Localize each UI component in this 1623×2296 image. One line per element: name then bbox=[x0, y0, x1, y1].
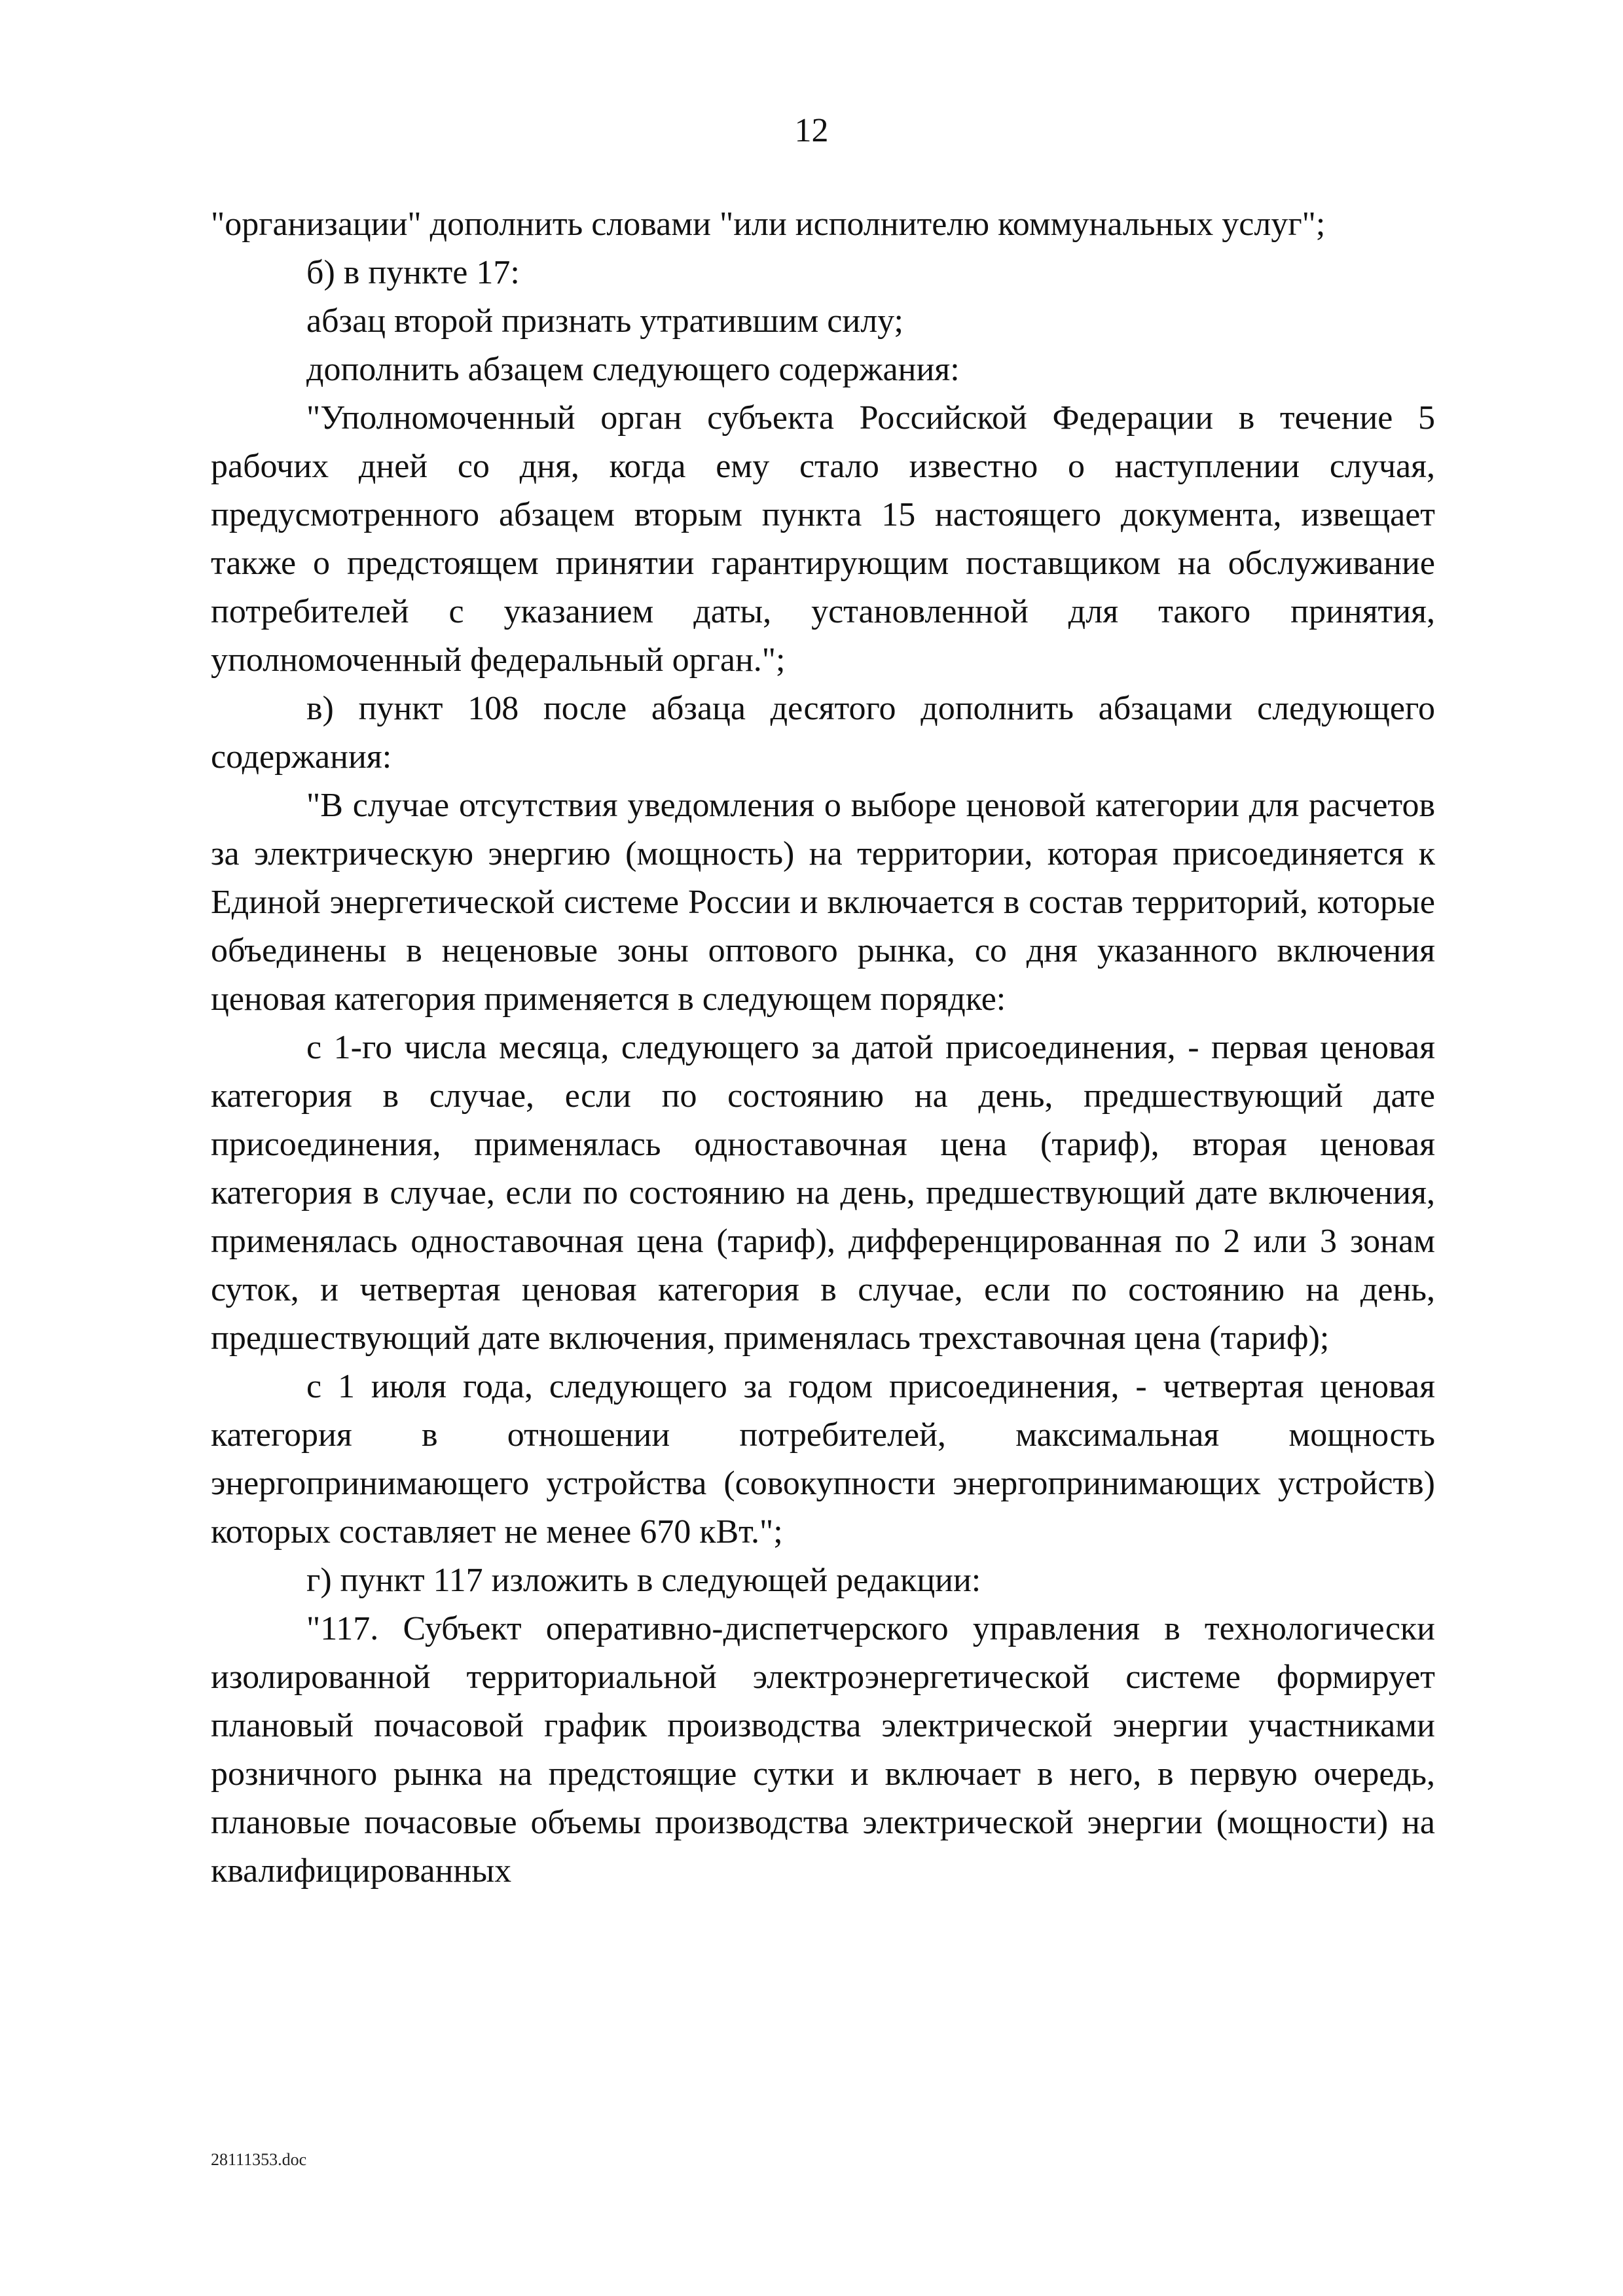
paragraph-10: г) пункт 117 изложить в следующей редакции: bbox=[306, 1562, 981, 1599]
paragraph-2: б) в пункте 17: bbox=[306, 254, 520, 291]
paragraph-9: с 1 июля года, следующего за годом присоединения, - четвертая ценовая категория в отношении потребителей, максимальная мощность энергопринимающего устройства (совокупности энергопринимающих устройств) которых составляет не менее 670 кВт."; bbox=[211, 1368, 1435, 1551]
paragraph-11: "117. Субъект оперативно-диспетчерского управления в технологически изолированной территориальной электроэнергетической системе формирует плановый почасовой график производства электрической энергии участниками розничного рынка на предстоящие сутки и включает в него, в первую очередь, плановые почасовые объемы производства электрической энергии (мощности) на квалифицированных bbox=[211, 1610, 1435, 1890]
paragraph-6: в) пункт 108 после абзаца десятого дополнить абзацами следующего содержания: bbox=[211, 690, 1435, 776]
paragraph-3: абзац второй признать утратившим силу; bbox=[306, 302, 903, 340]
page-number: 12 bbox=[794, 112, 829, 149]
paragraph-8: с 1-го числа месяца, следующего за датой присоединения, - первая ценовая категория в случае, если по состоянию на день, предшествующий дате присоединения, применялась одноставочная цена (тариф), вторая ценовая категория в случае, если по состоянию на день, предшествующий дате включения, применялась одноставочная цена (тариф), дифференцированная по 2 или 3 зонам суток, и четвертая ценовая категория в случае, если по состоянию на день, предшествующий дате включения, применялась трехставочная цена (тариф); bbox=[211, 1029, 1435, 1357]
paragraph-1: "организации" дополнить словами "или исполнителю коммунальных услуг"; bbox=[211, 206, 1326, 243]
paragraph-7: "В случае отсутствия уведомления о выборе ценовой категории для расчетов за электрическую энергию (мощность) на территории, которая присоединяется к Единой энергетической системе России и включается в состав территорий, которые объединены в неценовые зоны оптового рынка, со дня указанного включения ценовая категория применяется в следующем порядке: bbox=[211, 787, 1435, 1018]
document-body bbox=[211, 200, 1435, 1895]
paragraph-5: "Уполномоченный орган субъекта Российской Федерации в течение 5 рабочих дней со дня, когда ему стало известно о наступлении случая, предусмотренного абзацем вторым пункта 15 настоящего документа, извещает также о предстоящем принятии гарантирующим поставщиком на обслуживание потребителей с указанием даты, установленной для такого принятия, уполномоченный федеральный орган."; bbox=[211, 399, 1435, 679]
paragraph-4: дополнить абзацем следующего содержания: bbox=[306, 351, 960, 388]
document-footer-filename: 28111353.doc bbox=[211, 2150, 307, 2169]
